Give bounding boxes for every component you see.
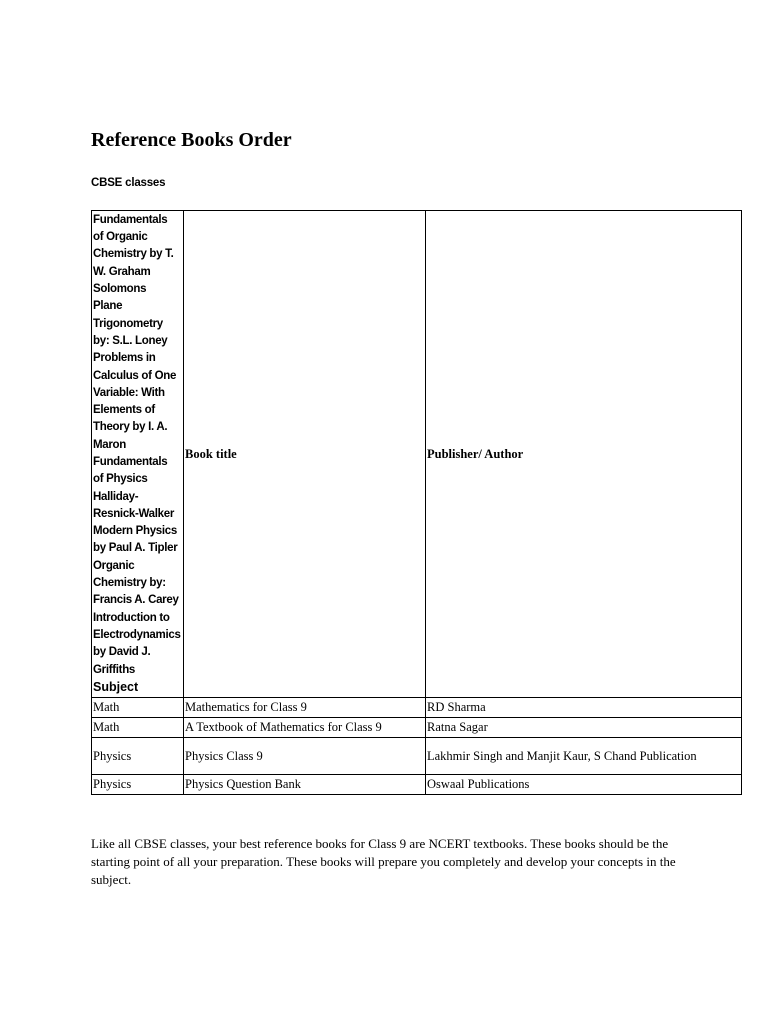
header-subject: Subject <box>93 679 139 694</box>
reference-books-table <box>91 210 742 795</box>
book-list-line: Resnick-Walker <box>93 507 175 520</box>
book-list-line: Modern Physics <box>93 525 177 538</box>
book-list-line: Solomons <box>93 283 147 296</box>
cell-book-title: A Textbook of Mathematics for Class 9 <box>184 718 426 738</box>
body-paragraph: Like all CBSE classes, your best reference books for Class 9 are NCERT textbooks. These books should be the starting point of all your preparation. These books will prepare you completely and develop your concepts in the subject. <box>91 836 676 887</box>
table-row <box>92 698 742 718</box>
cell-book-title: Physics Class 9 <box>184 738 426 775</box>
book-list-line: by Paul A. Tipler <box>93 542 178 555</box>
book-list-line: Chemistry by T. <box>93 248 174 261</box>
book-list-line: by David J. <box>93 646 151 659</box>
book-list-line: Halliday- <box>93 490 139 503</box>
book-list-line: Plane <box>93 300 123 313</box>
table-row <box>92 718 742 738</box>
book-list-line: Fundamentals <box>93 456 168 468</box>
book-list-line: of Physics <box>93 473 148 486</box>
header-cell-book-list <box>92 211 184 698</box>
cell-publisher: Lakhmir Singh and Manjit Kaur, S Chand Publication <box>426 738 742 775</box>
book-list-line: Maron <box>93 438 127 451</box>
book-list-line: Electrodynamics <box>93 628 181 641</box>
header-book-title: Book title <box>184 211 426 698</box>
cell-publisher: RD Sharma <box>426 698 742 718</box>
book-list-line: Calculus of One <box>93 369 177 382</box>
book-list-line: W. Graham <box>93 265 151 278</box>
book-list-line: by: S.L. Loney <box>93 334 168 347</box>
cell-subject: Math <box>92 698 184 718</box>
page-title: Reference Books Order <box>91 129 292 151</box>
book-list-line: Elements of <box>93 404 155 417</box>
cell-publisher: Ratna Sagar <box>426 718 742 738</box>
cell-publisher: Oswaal Publications <box>426 775 742 795</box>
header-publisher: Publisher/ Author <box>426 211 742 698</box>
cell-subject: Physics <box>92 775 184 795</box>
book-list-line: Fundamentals <box>93 213 168 226</box>
cell-book-title: Mathematics for Class 9 <box>184 698 426 718</box>
book-list-line: Francis A. Carey <box>93 594 179 607</box>
page-subtitle: CBSE classes <box>91 177 166 189</box>
book-list-line: Chemistry by: <box>93 577 166 590</box>
cell-subject: Math <box>92 718 184 738</box>
table-header-row <box>92 211 742 698</box>
table-row <box>92 775 742 795</box>
book-list-line: Problems in <box>93 352 156 365</box>
book-list-line: Theory by I. A. <box>93 421 168 434</box>
book-list-line: Introduction to <box>93 611 170 624</box>
book-list-stack <box>93 212 183 696</box>
book-list-line: Organic <box>93 559 135 572</box>
cell-subject: Physics <box>92 738 184 775</box>
book-list-line: Trigonometry <box>93 317 163 330</box>
book-list-line: Griffiths <box>93 663 136 676</box>
book-list-line: of Organic <box>93 231 148 244</box>
cell-book-title: Physics Question Bank <box>184 775 426 795</box>
book-list-line: Variable: With <box>93 386 165 399</box>
table-row <box>92 738 742 775</box>
